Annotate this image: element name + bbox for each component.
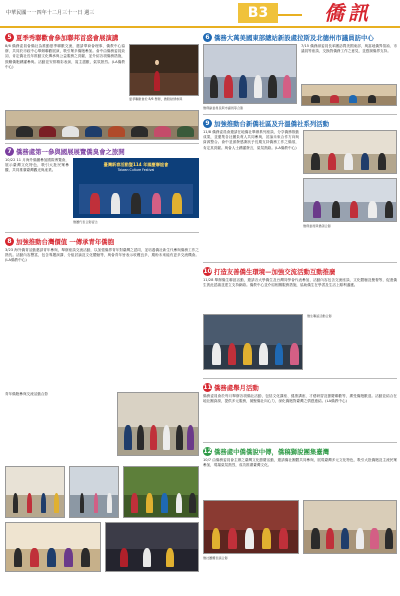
article-8-body-continued [5, 392, 113, 456]
banner-headline: 臺灣新春活動暨114 年國慶聯誼會 [103, 162, 169, 167]
divider [203, 442, 397, 443]
article-8-body: 3/23 海外僑青活動邀請青年參與，舉辦座談交流活動，以加強僑界青年對臺灣之認同，並培養僑社新生代參與僑務工作之熱忱。活動內容豐富，包含專題演講、分組討論及文化體驗等，與會青年皆表示收穫良多，期盼未來能有更多交流機會。(LA僑教中心) [5, 248, 199, 263]
article-6-headline: 僑務大萬美國東部總站新設處拉斯及北德州市議員訪中心 [214, 33, 374, 42]
article-8-photo-5 [5, 522, 101, 572]
article-6-photo [203, 44, 297, 104]
article-12-title [203, 446, 397, 456]
masthead-logo: 僑訊 [324, 1, 372, 25]
article-8-headline: 加強推動台灣價值 一傳承青年僑胞 [16, 237, 115, 246]
article-5-caption: 夏季聯歡會於 8/6 舉辦，僑胞熱情參與 [129, 97, 183, 101]
article-9-number: 9 [203, 119, 212, 128]
article-10 [203, 266, 397, 376]
article-5-group-photo [5, 110, 199, 140]
article-12-headline: 僑務處中僑僑說中傳，僑稿獅說團集臺灣 [214, 447, 330, 456]
article-5 [5, 32, 199, 106]
article-10-body: 11/28 舉辦僑生聯誼活動，邀請各大學僑生及台灣同學會代表參加，活動內容包含交流座談、文化體驗及聚餐等，促進僑生彼此認識並建立支持網絡。僑教中心並介紹相關服務措施，協助僑生在學習及生活上順利適應。 [203, 278, 397, 288]
article-12-photo-2 [303, 500, 397, 554]
article-7 [5, 146, 199, 230]
banner-stage-photo [79, 184, 193, 214]
article-9-headline: 加強推動台新僑社區及升溫僑社系列活動 [214, 119, 330, 128]
banner-subtitle: Taiwan Culture Festival [117, 168, 155, 172]
divider [5, 232, 199, 233]
article-5-photo [129, 44, 199, 96]
article-8 [5, 236, 199, 462]
article-9-photo [303, 130, 397, 174]
article-8-photo-6 [105, 522, 199, 572]
article-8-caption: 青年僑胞參與交流活動合影 [5, 392, 49, 396]
article-5-body: 8/6 僑務委員會僑社為推動夏季聯歡交流，邀請華商會理事、僑教中心協辦，共同於市政中心舉辦聯歡展演，吸引眾多僑胞參加。會中由僑務委員致詞，肯定僑社長年推動文化傳承與公益服務之貢獻，並介紹各項僑務措施，鼓勵僑胞踴躍參與。活動並安排精彩表演，賓主盡歡，氣氛熱烈。(LA僑教中心) [5, 44, 125, 69]
article-6-title [203, 32, 397, 42]
divider [203, 378, 397, 379]
article-10-caption: 僑生聯誼活動合影 [307, 314, 332, 318]
article-8-photo-2 [5, 466, 65, 518]
article-6-photo-2 [301, 84, 397, 106]
article-9 [203, 118, 397, 260]
article-9-photo-2 [303, 178, 397, 222]
article-10-headline: 打造友善僑生環境—加強交流活動互動推廣 [214, 267, 336, 276]
article-12-number: 12 [203, 447, 212, 455]
article-10-number: 10 [203, 267, 212, 275]
article-12-photo [203, 500, 299, 554]
article-10-photo [203, 314, 303, 370]
article-11 [203, 382, 397, 440]
article-10-title [203, 266, 397, 276]
article-11-headline: 僑務處舉月活動 [214, 383, 259, 392]
article-7-body: 10/22 11 月海外僑團參加國際博覽會，展示臺灣文化特色，吸引大批民眾參觀，共同推廣臺灣觀光與產業。 [5, 158, 69, 173]
article-5-number: 5 [5, 33, 14, 42]
header-flourish [278, 14, 302, 16]
divider [203, 262, 397, 263]
article-5-title [5, 32, 199, 42]
article-6-caption: 僑務副委員長與市議員等合影 [203, 106, 244, 110]
article-6-number: 6 [203, 33, 212, 42]
article-6-body: 7/15 僑務副委員長率團訪問美國東部，與當地僑界領袖、市議員等座談，交換對僑務工作之意見，並感謝僑界支持。 [301, 44, 397, 54]
page-number-badge: B3 [238, 3, 278, 23]
divider [5, 143, 199, 144]
article-9-body: 11/8 僑務委員會邀請在地僑社舉辦系列座談，分享僑務推動成果，並邀集各社團負責人共同參與，討論未來合作方向與資源整合。會中並頒發感謝狀予長期支持僑務工作之僑領，肯定其貢獻。與會人士踴躍發言，氣氛熱絡。(LA僑教中心) [203, 130, 299, 150]
article-9-caption: 僑務委員與僑領合影 [303, 224, 331, 228]
article-8-title [5, 236, 199, 246]
article-8-number: 8 [5, 237, 14, 246]
article-11-number: 11 [203, 383, 212, 391]
article-8-photo-3 [69, 466, 119, 518]
divider [203, 114, 397, 115]
issue-date: 中華民國一一四年十二月三十一日 週三 [6, 10, 95, 16]
article-7-number: 7 [5, 147, 14, 156]
article-12-caption: 僑社團體表演合影 [203, 556, 228, 560]
article-9-title [203, 118, 397, 128]
article-11-title [203, 382, 397, 392]
article-12-body: 10/7 由僑務委員會主辦之臺灣文化節慶活動，邀請僑社團體共同參與，展現臺灣多元文化特色，吸引大批僑胞及主流民眾參加，現場氣氛熱烈，成功推廣臺灣文化。 [203, 458, 397, 468]
article-12 [203, 446, 397, 576]
page-header [0, 0, 400, 28]
article-11-body: 僑務委員會於每月舉辦各項僑社活動，包括文化講座、健康講座、才藝研習及節慶聯歡等，廣受僑胞歡迎。活動並結合在地社團資源，提供多元服務，凝聚僑社向心力，深化僑胞對臺灣之情感連結。(LA僑教中心) [203, 394, 397, 404]
article-8-photo-4 [123, 466, 199, 518]
article-7-caption: 僑團代表合影留念 [73, 220, 98, 224]
article-6 [203, 32, 397, 112]
article-7-title [5, 146, 199, 156]
article-8-photo [117, 392, 199, 456]
article-5-headline: 夏季秀聯歡會參加聯邦首盛會展演講 [16, 33, 119, 42]
article-7-headline: 僑務處第一參與國展展覽僑臭會之旅開 [16, 147, 125, 156]
article-7-event-banner [73, 158, 199, 218]
